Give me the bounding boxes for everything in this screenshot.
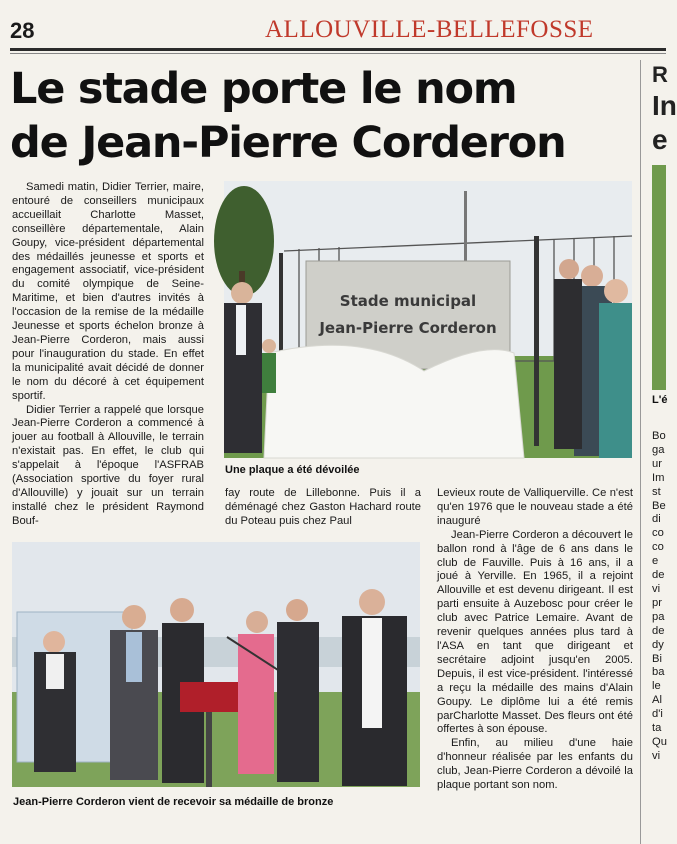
article-column-1	[12, 181, 204, 529]
edge-line: pr	[652, 596, 662, 609]
photo-ceremony-image	[12, 542, 420, 787]
column-separator	[640, 60, 641, 844]
edge-line: Be	[652, 499, 666, 512]
paragraph: Enfin, au milieu d'une haie d'honneur réalisée par les enfants du club, Jean-Pierre Corderon a dévoilé la plaque portant son nom.	[437, 737, 633, 792]
adjacent-headline-fragment: In	[652, 90, 677, 121]
edge-line: co	[652, 541, 664, 554]
paragraph: fay route de Lillebonne. Puis il a déménagé chez Gaston Hachard route du Poteau puis chez Paul	[225, 487, 421, 527]
header-rule	[10, 48, 666, 51]
edge-line: Qu	[652, 735, 667, 748]
paragraph: Levieux route de Valliquerville. Ce n'est qu'en 1976 que le nouveau stade a été inauguré	[437, 487, 633, 527]
edge-line: ur	[652, 457, 662, 470]
edge-line: le	[652, 680, 661, 693]
paragraph: Jean-Pierre Corderon a découvert le ballon rond à l'âge de 6 ans dans le club de Fauville. Puis à 16 ans, il a joué à Yerville. En 1965, il a rejoint Allouville et est devenu dirigeant. Il est parti ensuite à Auzebosc pour créer le club avec Patrice Lemaire. Avant de revenir quelques années plus tard à l'ASA en tant que dirigeant et secrétaire adjoint jusqu'en 2005. Depuis, il est vice-président. l'intéressé a reçu la médaille des mains d'Alain Goupy. Le diplôme lui a été remis parCharlotte Masset. Des fleurs ont été offertes à son épouse.	[437, 528, 633, 736]
sign-line-1: Stade municipal	[339, 292, 477, 310]
photo-medal-ceremony	[12, 542, 420, 787]
edge-line: dy	[652, 638, 664, 651]
article-column-2	[225, 487, 421, 529]
edge-line: de	[652, 569, 665, 582]
headline-line-2: de Jean-Pierre Corderon	[10, 118, 566, 168]
edge-line: vi	[652, 582, 661, 595]
headline	[10, 62, 630, 170]
header-rule-thin	[10, 53, 666, 54]
edge-line: Al	[652, 694, 662, 707]
edge-line: ba	[652, 666, 665, 679]
article-column-3	[437, 487, 633, 793]
edge-line: Bo	[652, 430, 666, 442]
edge-line: d'i	[652, 708, 663, 721]
edge-line: de	[652, 624, 665, 637]
edge-line: vi	[652, 749, 661, 762]
edge-line: pa	[652, 610, 665, 623]
edge-line: ta	[652, 722, 662, 735]
edge-line: co	[652, 527, 664, 540]
edge-line: e	[652, 555, 659, 568]
sign-line-2: Jean-Pierre Corderon	[319, 319, 497, 337]
headline-line-1: Le stade porte le nom	[10, 64, 517, 114]
section-title: ALLOUVILLE-BELLEFOSSE	[265, 16, 594, 43]
adjacent-photo-fragment	[652, 165, 666, 390]
photo-plaque-image	[224, 181, 632, 458]
edge-line: st	[652, 485, 661, 498]
photo-caption-2: Jean-Pierre Corderon vient de recevoir sa médaille de bronze	[13, 796, 334, 808]
adjacent-caption-fragment: L'é	[652, 394, 668, 406]
adjacent-headline-fragment: e	[652, 124, 668, 155]
page-number: 28	[10, 18, 35, 43]
photo-plaque-unveiling	[224, 181, 632, 458]
edge-line: Im	[652, 471, 665, 484]
adjacent-text-fragment	[652, 430, 666, 764]
paragraph: Didier Terrier a rappelé que lorsque Jean-Pierre Corderon a commencé à jouer au football à Allouville, le terrain n'existait pas. En effet, le club qui s'appelait à l'époque l'ASFRAB (Association sportive du foyer rural d'Allouville) y jouait sur un terrain installé chez le président Raymond Bouf-	[12, 403, 204, 527]
photo-caption-1: Une plaque a été dévoilée	[225, 464, 360, 476]
edge-line: Bi	[652, 652, 662, 665]
edge-line: di	[652, 513, 661, 526]
paragraph: Samedi matin, Didier Terrier, maire, entouré de conseillers municipaux accueillait Charlotte Masset, conseillère départementale, Alain Goupy, vice-président départemental des médaillés jeunesse et sports et engagement associatif, vice-président du comité olympique de Seine-Maritime, et bien d'autres invités à l'occasion de la remise de la médaille Jeunesse et sports échelon bronze à Jean-Pierre Corderon, mais aussi pour l'inauguration du stade. En effet la municipalité avait décidé de donner le nom du décoré à cet équipement sportif.	[12, 181, 204, 402]
edge-line: ga	[652, 443, 665, 456]
adjacent-article-fragment: R	[652, 62, 668, 87]
